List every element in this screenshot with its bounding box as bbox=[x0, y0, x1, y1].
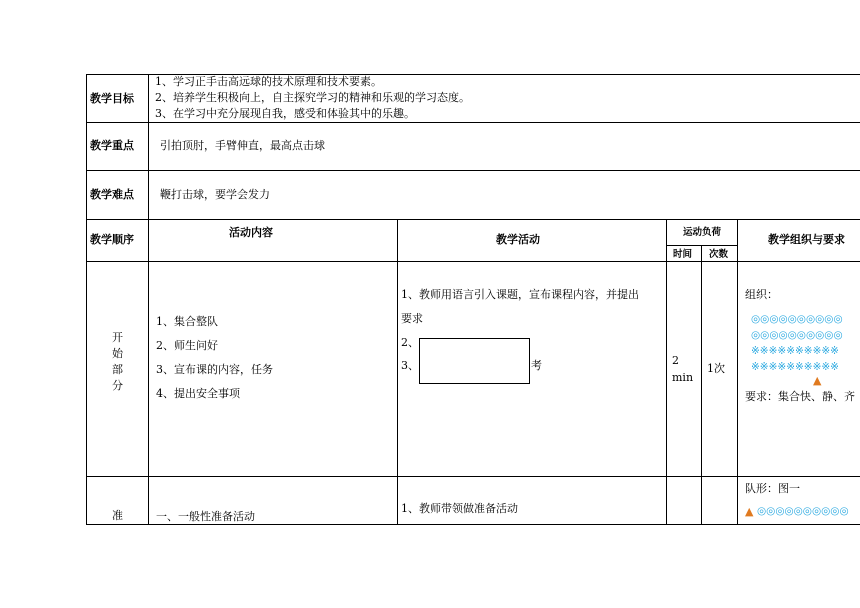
start-org-label: 组织： bbox=[745, 288, 778, 301]
start-section-char-4: 分 bbox=[112, 379, 123, 392]
start-activity-line-4: 3、 bbox=[401, 359, 419, 372]
start-content-item-3: 3、宣布课的内容，任务 bbox=[156, 363, 273, 376]
start-activity-line-2: 要求 bbox=[401, 312, 423, 325]
start-activity-line-1: 1、教师用语言引入课题，宣布课程内容，并提出 bbox=[401, 288, 639, 301]
difficulty-text: 鞭打击球，要学会发力 bbox=[160, 188, 270, 201]
header-content: 活动内容 bbox=[229, 226, 273, 239]
key-point-text: 引拍顶肘，手臂伸直，最高点击球 bbox=[160, 139, 325, 152]
header-load: 运动负荷 bbox=[683, 227, 722, 238]
teacher-triangle-icon: ▲ bbox=[813, 374, 822, 387]
prep-activity: 1、教师带领做准备活动 bbox=[401, 502, 518, 515]
prep-formation-row: ◎◎◎◎◎◎◎◎◎◎ bbox=[757, 505, 849, 517]
header-time: 时间 bbox=[673, 249, 693, 260]
start-section-char-3: 部 bbox=[112, 363, 123, 376]
start-time-value: 2 bbox=[672, 354, 679, 367]
start-time-unit: min bbox=[672, 371, 694, 384]
start-content-item-1: 1、集合整队 bbox=[156, 315, 218, 328]
goals-label: 教学目标 bbox=[90, 92, 134, 105]
start-section-char-2: 始 bbox=[112, 347, 123, 360]
goal-line-2: 2、培养学生积极向上，自主探究学习的精神和乐观的学习态度。 bbox=[155, 91, 470, 104]
header-activity: 教学活动 bbox=[496, 233, 540, 246]
start-requirement: 要求：集合快、静、齐 bbox=[745, 390, 855, 403]
formation-row-3: ※※※※※※※※※※ bbox=[751, 345, 839, 357]
header-organization: 教学组织与要求 bbox=[768, 233, 845, 246]
prep-formation-label: 队形：图一 bbox=[745, 482, 800, 495]
start-count: 1次 bbox=[707, 362, 725, 375]
start-activity-line-4-tail: 考 bbox=[531, 359, 542, 372]
header-order: 教学顺序 bbox=[90, 233, 134, 246]
start-section-char-1: 开 bbox=[112, 331, 123, 344]
start-activity-line-3: 2、 bbox=[401, 336, 419, 349]
difficulty-label: 教学难点 bbox=[90, 188, 134, 201]
formation-row-1: ◎◎◎◎◎◎◎◎◎◎ bbox=[751, 313, 843, 325]
prep-section-char: 准 bbox=[112, 509, 123, 522]
prep-content: 一、一般性准备活动 bbox=[156, 510, 255, 523]
header-count: 次数 bbox=[709, 249, 729, 260]
formation-row-2: ◎◎◎◎◎◎◎◎◎◎ bbox=[751, 329, 843, 341]
formation-row-4: ※※※※※※※※※※ bbox=[751, 361, 839, 373]
prep-teacher-triangle-icon: ▲ bbox=[745, 505, 754, 518]
goal-line-3: 3、在学习中充分展现自我，感受和体验其中的乐趣。 bbox=[155, 107, 415, 120]
start-content-item-4: 4、提出安全事项 bbox=[156, 387, 240, 400]
redaction-box bbox=[419, 338, 530, 384]
goal-line-1: 1、学习正手击高远球的技术原理和技术要素。 bbox=[155, 75, 382, 88]
start-content-item-2: 2、师生问好 bbox=[156, 339, 218, 352]
key-point-label: 教学重点 bbox=[90, 139, 134, 152]
